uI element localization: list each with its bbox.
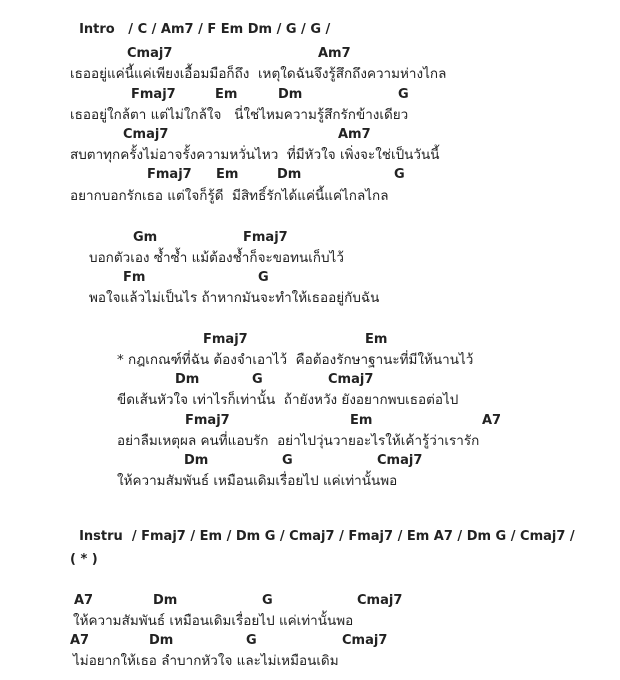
intro-progression: / C / Am7 / F Em Dm / G / G / xyxy=(128,22,331,37)
lyric-line: เธออยู่แค่นี้แค่เพียงเอื้อมมือก็ถึง เหตุใดฉันจึงรู้สึกถึงความห่างไกล xyxy=(70,66,447,82)
lyric-line: บอกตัวเอง ซ้ำซ้ำ แม้ต้องช้ำก็จะขอทนเก็บไว้ xyxy=(89,250,344,266)
chord-row xyxy=(0,270,620,286)
chord-row xyxy=(0,372,620,388)
lyric-line: ให้ความสัมพันธ์ เหมือนเดิมเรื่อยไป แค่เท่านั้นพอ xyxy=(117,473,398,489)
chord-row xyxy=(0,453,620,469)
chord: Cmaj7 xyxy=(123,127,169,142)
chord: Dm xyxy=(149,633,174,648)
chord: Am7 xyxy=(338,127,371,142)
chord: G xyxy=(394,167,405,182)
intro-line xyxy=(70,6,330,38)
lyric-line: ไม่อยากให้เธอ ลำบากหัวใจ และไม่เหมือนเดิม xyxy=(73,653,339,669)
lyric-line: สบตาทุกครั้งไม่อาจรั้งความหวั่นไหว ที่มีหัวใจ เพิ่งจะใช่เป็นวันนี้ xyxy=(70,147,440,163)
chord-row xyxy=(0,633,620,649)
chord: Fm xyxy=(123,270,146,285)
chord: Cmaj7 xyxy=(357,593,403,608)
instru-line xyxy=(70,513,575,545)
instru-label: Instru xyxy=(79,529,123,544)
chord: G xyxy=(246,633,257,648)
chord: Dm xyxy=(184,453,209,468)
instru-progression: / Fmaj7 / Em / Dm G / Cmaj7 / Fmaj7 / Em A7 / Dm G / Cmaj7 / xyxy=(131,529,575,544)
intro-label: Intro xyxy=(79,22,115,37)
chord: Fmaj7 xyxy=(203,332,248,347)
chord: Fmaj7 xyxy=(243,230,288,245)
chord: Dm xyxy=(153,593,178,608)
chord: Em xyxy=(365,332,388,347)
chord-row xyxy=(0,593,620,609)
lyric-line: เธออยู่ใกล้ตา แต่ไม่ใกล้ใจ นี่ใช่ไหมความรู้สึกรักข้างเดียว xyxy=(70,107,409,123)
chord: A7 xyxy=(74,593,94,608)
chord: G xyxy=(252,372,263,387)
chord: G xyxy=(258,270,269,285)
chord: Cmaj7 xyxy=(342,633,388,648)
chord: Dm xyxy=(175,372,200,387)
chord: G xyxy=(398,87,409,102)
chord: Dm xyxy=(277,167,302,182)
chord-row xyxy=(0,127,620,143)
chord: Fmaj7 xyxy=(185,413,230,428)
chord: Em xyxy=(350,413,373,428)
chord: G xyxy=(262,593,273,608)
lyric-line: พอใจแล้วไม่เป็นไร ถ้าหากมันจะทำให้เธออยู่กับฉัน xyxy=(89,290,380,306)
chord: Cmaj7 xyxy=(377,453,423,468)
chord: Cmaj7 xyxy=(328,372,374,387)
chord: Am7 xyxy=(318,46,351,61)
chord: Fmaj7 xyxy=(131,87,176,102)
chord: Dm xyxy=(278,87,303,102)
chord: A7 xyxy=(482,413,502,428)
chord: Em xyxy=(215,87,238,102)
lyric-line: ขีดเส้นหัวใจ เท่าไรก็เท่านั้น ถ้ายังหวัง ยังอยากพบเธอต่อไป xyxy=(117,392,459,408)
chord: Em xyxy=(216,167,239,182)
chord-row xyxy=(0,332,620,348)
lyric-line: อย่าลืมเหตุผล คนที่แอบรัก อย่าไปวุ่นวายอะไรให้เค้ารู้ว่าเรารัก xyxy=(117,433,480,449)
chord-row xyxy=(0,167,620,183)
chord-row xyxy=(0,230,620,246)
chord: Cmaj7 xyxy=(127,46,173,61)
lyric-line: อยากบอกรักเธอ แต่ใจก็รู้ดี มีสิทธิ์รักได้แค่นี้แค่ไกลไกล xyxy=(70,188,389,204)
chord-row xyxy=(0,413,620,429)
lyric-line: ให้ความสัมพันธ์ เหมือนเดิมเรื่อยไป แค่เท่านั้นพอ xyxy=(73,613,354,629)
lyric-line: * กฎเกณฑ์ที่ฉัน ต้องจำเอาไว้ คือต้องรักษาฐานะที่มีให้นานไว้ xyxy=(117,352,474,368)
chord: Fmaj7 xyxy=(147,167,192,182)
repeat-marker: ( * ) xyxy=(70,552,98,567)
chord: G xyxy=(282,453,293,468)
chord: Gm xyxy=(133,230,158,245)
chord-row xyxy=(0,87,620,103)
chord: A7 xyxy=(70,633,90,648)
chord-row xyxy=(0,46,620,62)
